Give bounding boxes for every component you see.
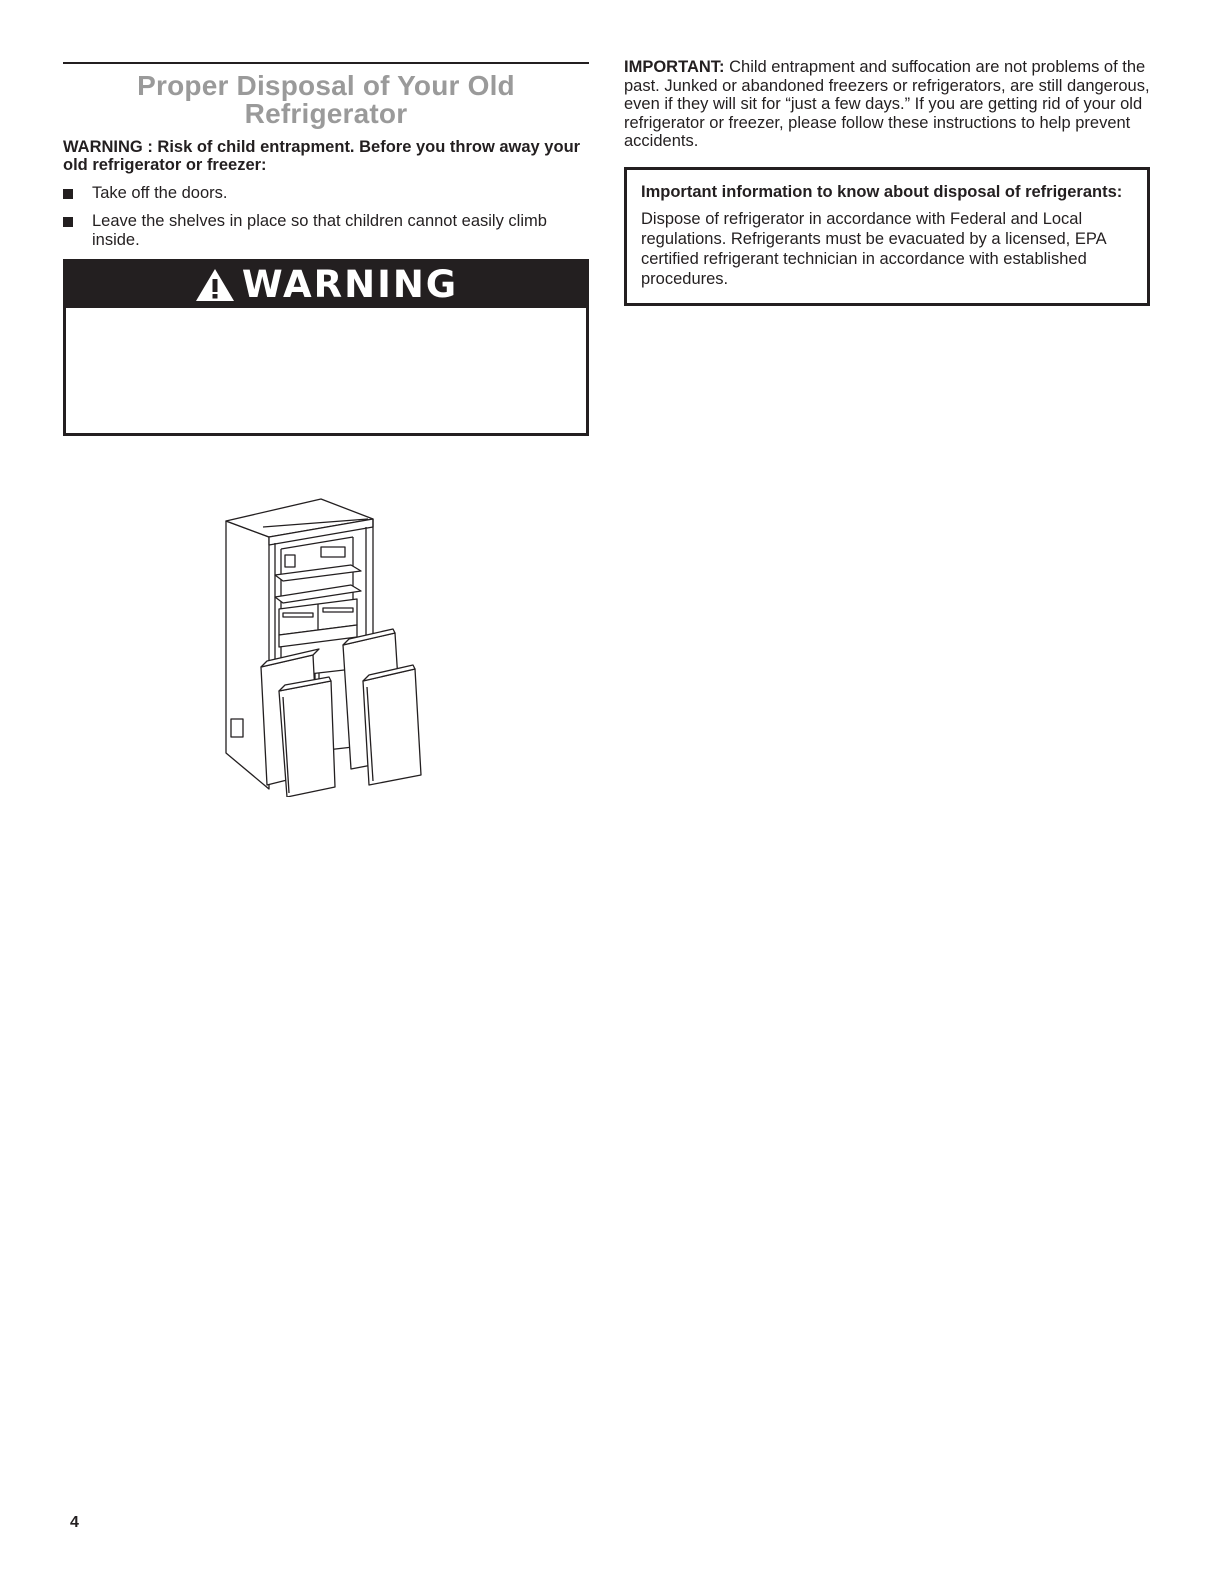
page-number: 4 xyxy=(70,1514,79,1531)
list-item xyxy=(63,184,589,203)
top-rule xyxy=(63,62,589,64)
list-item xyxy=(63,212,589,250)
left-column xyxy=(63,62,589,436)
bullet-text: Take off the doors. xyxy=(92,184,228,202)
square-bullet-icon xyxy=(63,217,73,227)
important-label: IMPORTANT: xyxy=(624,58,725,76)
important-text: Child entrapment and suffocation are not problems of the past. Junked or abandoned freezers or refrigerators, are still dangerous, even if they will sit for “just a few days.” If you are getting rid of your old refrigerator or freezer, please follow these instructions to help prevent accidents. xyxy=(624,58,1150,150)
warning-lead: WARNING : Risk of child entrapment. Before you throw away your old refrigerator or freezer: xyxy=(63,138,581,174)
warning-triangle-icon xyxy=(194,267,236,303)
right-column xyxy=(624,58,1150,306)
bullet-list xyxy=(63,184,589,250)
section-title: Proper Disposal of Your Old Refrigerator xyxy=(137,70,515,129)
important-paragraph xyxy=(624,58,1150,151)
warning-banner xyxy=(66,262,586,308)
warning-box xyxy=(63,259,589,436)
square-bullet-icon xyxy=(63,189,73,199)
bullet-text: Leave the shelves in place so that children cannot easily climb inside. xyxy=(92,212,547,249)
refrigerant-info-box xyxy=(624,167,1150,306)
refrigerator-illustration xyxy=(223,497,433,797)
warning-banner-text: WARNING xyxy=(241,263,459,306)
info-body: Dispose of refrigerator in accordance with Federal and Local regulations. Refrigerants must be evacuated by a licensed, EPA certified refrigerant technician in accordance with established procedures. xyxy=(641,209,1106,288)
info-heading: Important information to know about disposal of refrigerants: xyxy=(641,182,1123,201)
